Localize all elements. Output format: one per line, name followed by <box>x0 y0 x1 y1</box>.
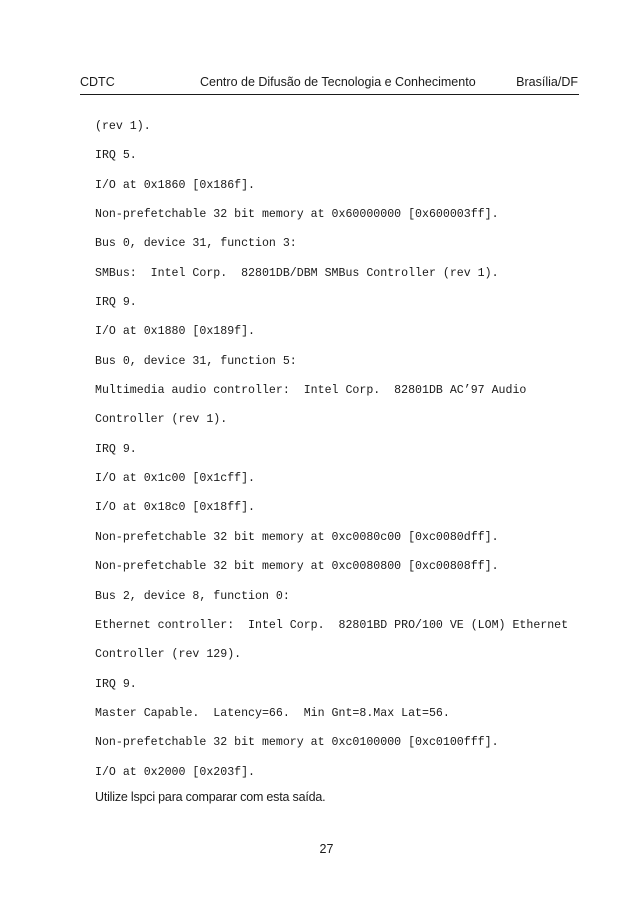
output-line: I/O at 0x1880 [0x189f]. <box>95 325 256 339</box>
output-line: Non-prefetchable 32 bit memory at 0xc0100000 [0xc0100fff]. <box>95 736 499 750</box>
output-line: Bus 0, device 31, function 5: <box>95 354 297 368</box>
header-center-text: Centro de Difusão de Tecnologia e Conhecimento <box>200 75 476 89</box>
header-left-text: CDTC <box>80 75 115 89</box>
command-output <box>95 119 595 794</box>
output-line: (rev 1). <box>95 120 151 133</box>
output-line: Controller (rev 129). <box>95 648 242 662</box>
output-line: SMBus: Intel Corp. 82801DB/DBM SMBus Controller (rev 1). <box>95 266 499 280</box>
header-right-text: Brasília/DF <box>516 75 578 89</box>
header-rule <box>80 94 579 95</box>
body-note: Utilize lspci para comparar com esta saída. <box>95 790 326 804</box>
running-header <box>80 74 578 90</box>
output-line: IRQ 5. <box>95 149 137 163</box>
output-line: Multimedia audio controller: Intel Corp. 82801DB AC’97 Audio <box>95 384 527 398</box>
output-line: IRQ 9. <box>95 442 137 456</box>
output-line: Ethernet controller: Intel Corp. 82801BD PRO/100 VE (LOM) Ethernet <box>95 618 569 632</box>
output-line: Bus 2, device 8, function 0: <box>95 589 290 603</box>
output-line: Master Capable. Latency=66. Min Gnt=8.Max Lat=56. <box>95 706 450 720</box>
output-line: Controller (rev 1). <box>95 413 228 427</box>
output-line: Bus 0, device 31, function 3: <box>95 237 297 251</box>
output-line: Non-prefetchable 32 bit memory at 0xc0080800 [0xc00808ff]. <box>95 560 499 574</box>
output-line: IRQ 9. <box>95 677 137 691</box>
output-line: I/O at 0x1c00 [0x1cff]. <box>95 472 256 486</box>
output-line: I/O at 0x18c0 [0x18ff]. <box>95 501 256 515</box>
output-line: I/O at 0x1860 [0x186f]. <box>95 178 256 192</box>
page-number: 27 <box>319 842 334 856</box>
output-line: Non-prefetchable 32 bit memory at 0xc0080c00 [0xc0080dff]. <box>95 530 499 544</box>
output-line: I/O at 0x2000 [0x203f]. <box>95 765 256 779</box>
output-line: Non-prefetchable 32 bit memory at 0x60000000 [0x600003ff]. <box>95 208 499 222</box>
output-line: IRQ 9. <box>95 296 137 310</box>
